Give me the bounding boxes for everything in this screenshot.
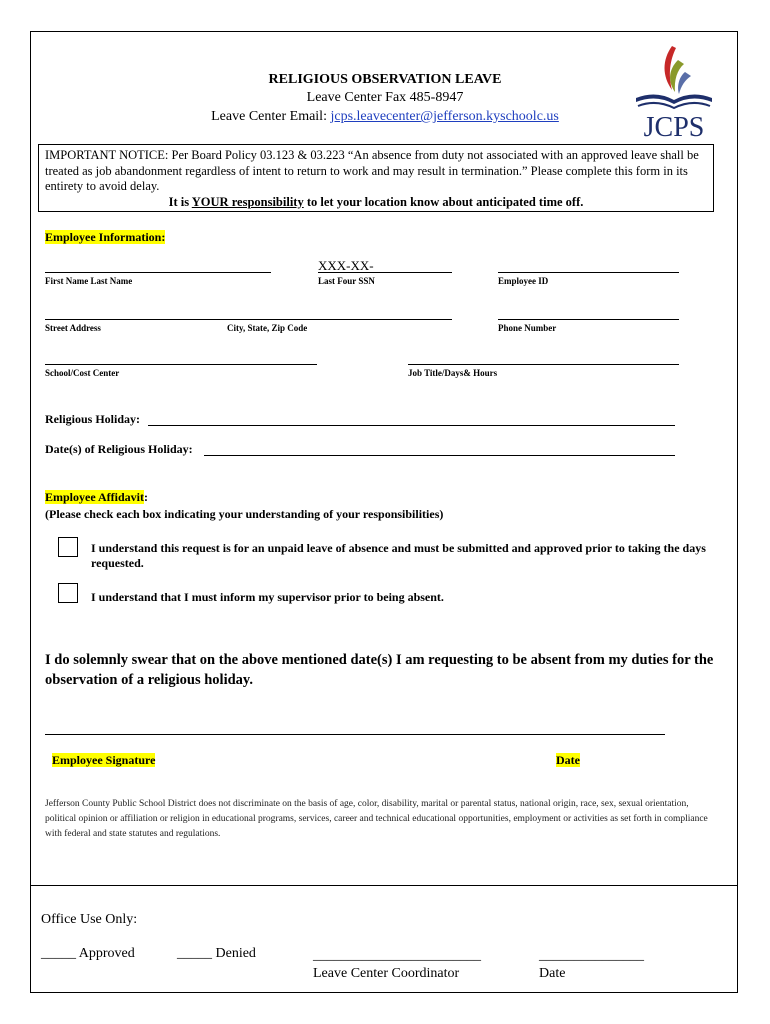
city-label: City, State, Zip Code [227,323,308,333]
affidavit-heading-colon: : [144,490,148,504]
signature-field[interactable] [45,734,665,735]
job-field[interactable] [408,364,679,365]
signature-label-text: Employee Signature [52,753,156,767]
notice-bold-suffix: to let your location know about anticipated time off. [303,194,584,209]
notice-your-responsibility: YOUR responsibility [191,194,304,209]
ssn-field[interactable] [318,272,452,273]
ssn-prefix: XXX-XX- [318,258,374,273]
office-approved [41,946,135,962]
affidavit-heading-text: Employee Affidavit [45,490,144,504]
jcps-logo-graphic [628,38,720,142]
approved-blank[interactable]: _____ [41,946,76,961]
notice-responsibility [45,195,707,211]
phone-field[interactable] [498,319,679,320]
leave-center-fax: Leave Center Fax 485-8947 [306,90,464,105]
holiday-field[interactable] [148,425,675,426]
school-field[interactable] [45,364,317,365]
phone-label: Phone Number [498,323,557,333]
denied-blank[interactable]: _____ [177,946,212,961]
office-separator [30,885,738,886]
email-link[interactable]: jcps.leavecenter@jefferson.kyschoolc.us [330,109,559,124]
notice-text: IMPORTANT NOTICE: Per Board Policy 03.123 & 03.223 “An absence from duty not associated with an approved leave shall be treated as job abandonment regardless of intent to return to work and may result in termination.” Please complete this form in its entirety to avoid delay. [45,148,699,193]
office-denied [177,946,256,962]
employee-info-heading [45,230,165,245]
job-label: Job Title/Days& Hours [408,368,498,378]
holiday-dates-label: Date(s) of Religious Holiday: [45,442,193,456]
employee-id-label: Employee ID [498,276,549,286]
approved-label: Approved [78,946,135,961]
office-date-label: Date [539,966,566,981]
affidavit-item-unpaid: I understand this request is for an unpaid leave of absence and must be submitted and approved prior to taking the days requested. [91,541,706,570]
school-label: School/Cost Center [45,368,120,378]
notice-bold-prefix: It is [168,194,192,209]
office-use-heading: Office Use Only: [41,912,138,927]
affidavit-instructions: (Please check each box indicating your understanding of your responsibilities) [45,507,444,521]
affidavit-heading [45,490,148,505]
form-title: RELIGIOUS OBSERVATION LEAVE [268,72,502,87]
date-label [556,753,580,768]
name-label: First Name Last Name [45,276,133,286]
jcps-logo [628,38,720,142]
important-notice [38,144,714,212]
employee-info-heading-text: Employee Information: [45,230,166,244]
holiday-dates-field[interactable] [204,455,675,456]
coordinator-label: Leave Center Coordinator [313,966,460,981]
office-date-blank[interactable]: _______________ [539,948,644,963]
email-label: Leave Center Email: [211,109,331,124]
oath-statement: I do solemnly swear that on the above mentioned date(s) I am requesting to be absent from my duties for the observation of a religious holiday. [45,652,714,688]
denied-label: Denied [215,946,256,961]
holiday-label: Religious Holiday: [45,412,141,426]
name-field[interactable] [45,272,271,273]
non-discrimination-disclaimer: Jefferson County Public School District does not discriminate on the basis of age, color, disability, marital or parental status, national origin, race, sex, sexual orientation, political opinion or affiliation or religion in educational programs, services, career and technical educational opportunities, employment or activities as set forth in compliance with federal and state statutes and regulations. [45,799,708,839]
ssn-label: Last Four SSN [318,276,375,286]
address-field[interactable] [45,319,452,320]
coordinator-blank[interactable]: ________________________ [313,948,481,963]
affidavit-item-supervisor: I understand that I must inform my supervisor prior to being absent. [91,590,444,604]
logo-text: JCPS [643,112,705,142]
signature-label [52,753,155,768]
employee-id-field[interactable] [498,272,679,273]
affidavit-checkbox-unpaid[interactable] [58,537,78,557]
date-label-text: Date [556,753,580,767]
affidavit-checkbox-supervisor[interactable] [58,583,78,603]
street-label: Street Address [45,323,101,333]
